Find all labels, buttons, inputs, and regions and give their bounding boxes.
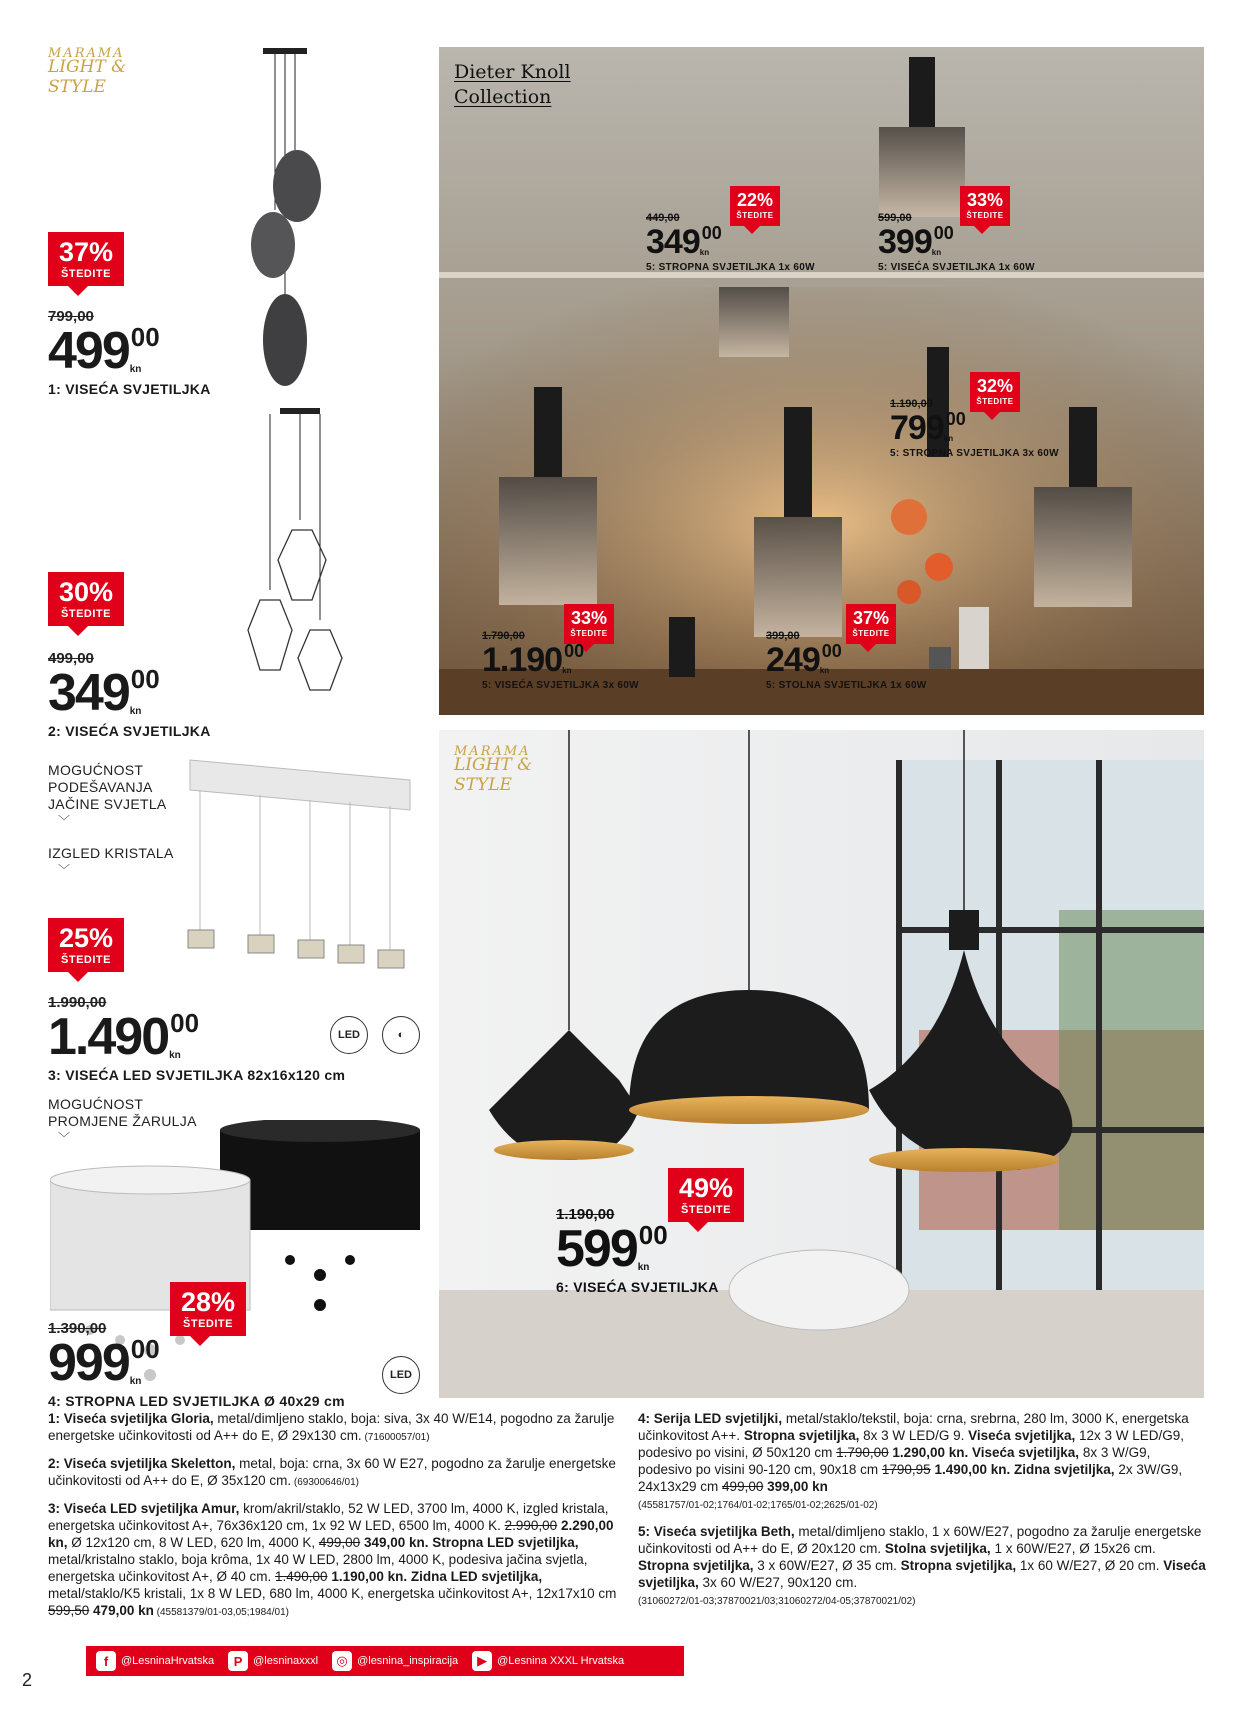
chevron-down-icon: ﹀ (58, 814, 71, 828)
new-price: 799 (890, 409, 944, 447)
spec-text: 8x 3 W/G9, podesivo po visini 90-120 cm, 90x18 cm (638, 1445, 1151, 1477)
discount-badge-3 (48, 918, 124, 972)
specs-left (48, 1410, 620, 1630)
spec-old-price: 1790,95 (881, 1462, 931, 1477)
old-price: 1.790,00 (482, 630, 525, 642)
new-price: 1.490 (48, 1008, 169, 1066)
spec-title: Stolna svjetiljka, (884, 1541, 991, 1556)
new-price: 999 (48, 1334, 129, 1392)
spec-price: 399,00 kn (763, 1479, 828, 1494)
discount-badge-1 (48, 232, 124, 286)
feature-text: PODEŠAVANJA (48, 779, 153, 795)
facebook-icon: f (96, 1651, 116, 1671)
currency: kn (562, 666, 572, 675)
specs-right (638, 1410, 1206, 1619)
feature-crystal (48, 845, 174, 879)
product-label: 6: VISEĆA SVJETILJKA (556, 1279, 719, 1295)
spec-title: 3: Viseća LED svjetiljka Amur, (48, 1501, 240, 1516)
spec-old-price: 599,50 (48, 1603, 90, 1618)
chevron-down-icon: ﹀ (58, 1131, 71, 1145)
discount-word: ŠTEDITE (852, 629, 890, 638)
spec-code: (71600057/01) (361, 1432, 430, 1443)
feature-text: IZGLED KRISTALA (48, 845, 174, 861)
led-icon: LED (330, 1016, 368, 1054)
spec-title: Stropna svjetiljka, (900, 1558, 1017, 1573)
brand-logo-line1: MARAMA (454, 744, 531, 759)
social-link-instagram[interactable] (332, 1651, 458, 1671)
brand-logo-line2: LIGHT & STYLE (454, 755, 533, 795)
discount-word: ŠTEDITE (183, 1318, 233, 1330)
spec-price: 1.490,00 kn. Zidna svjetiljka, (930, 1462, 1115, 1477)
spec-old-price: 499,00 (318, 1535, 361, 1550)
price-block-5d (482, 630, 639, 691)
spec-title: 1: Viseća svjetiljka Gloria, (48, 1411, 214, 1426)
new-price-cents: 00 (130, 322, 160, 352)
spec-title: 5: Viseća svjetiljka Beth, (638, 1524, 795, 1539)
discount-percent: 32% (976, 376, 1014, 396)
currency: kn (943, 434, 954, 443)
chevron-down-icon: ﹀ (58, 863, 71, 877)
product-label: 5: STOLNA SVJETILJKA 1x 60W (766, 680, 927, 691)
spec-item-1 (48, 1410, 620, 1446)
currency: kn (129, 1376, 142, 1387)
pinterest-icon: P (228, 1651, 248, 1671)
spec-text: Ø 12x120 cm, 8 W LED, 620 lm, 4000 K, (67, 1535, 319, 1550)
product-label: 3: VISEĆA LED SVJETILJKA 82x16x120 cm (48, 1067, 346, 1083)
spec-price: 479,00 kn (89, 1603, 154, 1618)
old-price: 1.990,00 (48, 994, 107, 1011)
discount-percent: 33% (966, 190, 1004, 210)
spec-text: metal/dimljeno staklo, 1 x 60W/E27, pogodno za žarulje energetske učinkovitosti od A++ do E, Ø 20x120 cm. (638, 1524, 1202, 1556)
collection-title (454, 60, 571, 110)
feature-text: JAČINE SVJETLA (48, 796, 167, 812)
spec-text: krom/akril/staklo, 52 W LED, 3700 lm, 4000 K, izgled kristala, energetska učinkovitost A+, 76x36x120 cm, 1x 92 W LED, 6500 lm, 4000 K. (48, 1501, 609, 1533)
old-price: 449,00 (646, 212, 680, 224)
discount-word: ŠTEDITE (681, 1204, 731, 1216)
social-handle: @lesnina_inspiracija (357, 1655, 459, 1667)
social-link-facebook[interactable] (96, 1651, 214, 1671)
spec-price: 1.290,00 kn. Viseća svjetiljka, (888, 1445, 1080, 1460)
spec-title: Viseća svjetiljka, (638, 1558, 1206, 1590)
new-price-cents: 00 (945, 409, 966, 429)
spec-text: 3x 60 W/E27, 90x120 cm. (698, 1575, 858, 1590)
spec-text: metal/staklo/tekstil, boja: crna, srebrna, 280 lm, 3000 K, energetska učinkovitost A++. (638, 1411, 1189, 1443)
new-price: 399 (878, 223, 932, 261)
price-block-6 (556, 1206, 719, 1295)
discount-word: ŠTEDITE (966, 211, 1004, 220)
social-handle: @lesninaxxxl (253, 1655, 319, 1667)
spec-item-3 (48, 1500, 620, 1621)
spec-old-price: 499,00 (722, 1479, 764, 1494)
price-block-5a (646, 212, 815, 273)
photo-beth-pendants (439, 730, 1204, 1398)
spec-item-4 (638, 1410, 1206, 1514)
spec-code: (69300646/01) (291, 1477, 359, 1488)
new-price-cents: 00 (933, 223, 954, 243)
product-label: 5: STROPNA SVJETILJKA 3x 60W (890, 448, 1059, 459)
discount-percent: 37% (58, 237, 114, 267)
new-price-cents: 00 (638, 1220, 668, 1250)
discount-percent: 30% (58, 577, 114, 607)
new-price-cents: 00 (564, 641, 585, 661)
old-price: 499,00 (48, 650, 94, 667)
product-image-gloria (235, 40, 355, 390)
product-label: 5: VISEĆA SVJETILJKA 3x 60W (482, 680, 639, 691)
spec-price: 2.290,00 kn, (48, 1518, 614, 1550)
spec-text: metal/kristalno staklo, boja krôma, 1x 40 W LED, 2800 lm, 4000 K, podesiva jačina svjetla, energetska učinkovitost A+, Ø 40 cm. (48, 1552, 588, 1584)
old-price: 399,00 (766, 630, 800, 642)
discount-word: ŠTEDITE (736, 211, 774, 220)
new-price: 349 (48, 664, 129, 722)
page-number: 2 (22, 1670, 33, 1690)
photo-dieter-knoll (439, 47, 1204, 715)
spec-price: 1.190,00 kn. Zidna LED svjetiljka, (327, 1569, 543, 1584)
brand-logo-line2: LIGHT & STYLE (48, 57, 127, 97)
social-handle: @Lesnina XXXL Hrvatska (497, 1655, 625, 1667)
discount-word: ŠTEDITE (61, 954, 111, 966)
spec-title: Viseća svjetiljka, (968, 1428, 1076, 1443)
product-image-amur (180, 740, 420, 980)
currency: kn (129, 706, 142, 717)
price-block-4 (48, 1320, 345, 1409)
spec-text: metal/staklo/K5 kristali, 1x 8 W LED, 680 lm, 4000 K, energetska učinkovitost A+, 12x17x10 cm (48, 1586, 617, 1601)
discount-word: ŠTEDITE (61, 608, 111, 620)
social-bar (86, 1646, 684, 1676)
currency: kn (169, 1050, 181, 1061)
social-link-youtube[interactable] (472, 1651, 624, 1671)
old-price: 1.190,00 (556, 1206, 615, 1223)
spec-text: 8x 3 W LED/G 9. (859, 1428, 969, 1443)
dimmer-icon: ◐ (382, 1016, 420, 1054)
spec-text: 3 x 60W/E27, Ø 35 cm. (753, 1558, 901, 1573)
price-block-1 (48, 308, 211, 397)
new-price-cents: 00 (170, 1008, 200, 1038)
new-price-cents: 00 (130, 1334, 160, 1364)
spec-code: (45581379/01-03,05;1984/01) (153, 1607, 289, 1618)
currency: kn (699, 248, 710, 257)
discount-percent: 22% (736, 190, 774, 210)
spec-code: (45581757/01-02;1764/01-02;1765/01-02;2625/01-02) (638, 1500, 878, 1511)
price-block-5e (766, 630, 927, 691)
led-icon: LED (382, 1356, 420, 1394)
new-price: 249 (766, 641, 820, 679)
discount-percent: 28% (180, 1287, 236, 1317)
spec-item-2 (48, 1455, 620, 1491)
brand-logo (48, 46, 178, 97)
discount-percent: 49% (678, 1173, 734, 1203)
instagram-icon: ◎ (332, 1651, 352, 1671)
product-label: 5: VISEĆA SVJETILJKA 1x 60W (878, 262, 1035, 273)
photo-beth-scene (439, 730, 1204, 1398)
collection-title-line1: Dieter Knoll (454, 61, 571, 83)
feature-bulbs (48, 1096, 197, 1147)
spec-price: 349,00 kn. Stropna LED svjetiljka, (360, 1535, 579, 1550)
price-block-5c (890, 398, 1059, 459)
spec-text: metal/dimljeno staklo, boja: siva, 3x 40 W/E14, pogodno za žarulje energetske učinkovitosti od A++ do E, Ø 29x130 cm. (48, 1411, 615, 1443)
new-price-cents: 00 (821, 641, 842, 661)
old-price: 799,00 (48, 308, 94, 325)
new-price-cents: 00 (701, 223, 722, 243)
feature-text: MOGUĆNOST (48, 762, 144, 778)
spec-text: 12x 3 W LED/G9, podesivo po visini, Ø 50x120 cm (638, 1428, 1185, 1460)
spec-code: (31060272/01-03;37870021/03;31060272/04-05;37870021/02) (638, 1596, 916, 1607)
feature-text: PROMJENE ŽARULJA (48, 1113, 197, 1129)
currency: kn (931, 248, 942, 257)
currency: kn (129, 364, 142, 375)
new-price: 499 (48, 322, 129, 380)
old-price: 1.390,00 (48, 1320, 107, 1337)
discount-word: ŠTEDITE (570, 629, 608, 638)
currency: kn (637, 1262, 650, 1273)
discount-percent: 37% (852, 608, 890, 628)
old-price: 599,00 (878, 212, 912, 224)
brand-logo-line1: MARAMA (48, 46, 125, 61)
product-label: 4: STROPNA LED SVJETILJKA Ø 40x29 cm (48, 1393, 345, 1409)
spec-title: Stropna svjetiljka, (638, 1558, 754, 1573)
discount-percent: 33% (570, 608, 608, 628)
old-price: 1.190,00 (890, 398, 933, 410)
spec-item-5 (638, 1523, 1206, 1610)
spec-title: 2: Viseća svjetiljka Skeletton, (48, 1456, 236, 1471)
price-block-2 (48, 650, 211, 739)
product-image-skeletton (240, 400, 360, 700)
new-price: 1.190 (482, 641, 563, 679)
currency: kn (819, 666, 830, 675)
product-label: 5: STROPNA SVJETILJKA 1x 60W (646, 262, 815, 273)
product-label: 2: VISEĆA SVJETILJKA (48, 723, 211, 739)
discount-word: ŠTEDITE (976, 397, 1014, 406)
brand-logo-photo (454, 744, 584, 795)
photo-dieter-knoll-scene (439, 47, 1204, 715)
feature-text: MOGUĆNOST (48, 1096, 144, 1112)
collection-title-line2: Collection (454, 86, 552, 108)
spec-old-price: 1.490,00 (275, 1569, 328, 1584)
discount-percent: 25% (58, 923, 114, 953)
social-link-pinterest[interactable] (228, 1651, 318, 1671)
feature-dimmable (48, 762, 167, 830)
spec-text: 2x 3W/G9, 24x13x29 cm (638, 1462, 1183, 1494)
discount-badge-2 (48, 572, 124, 626)
price-block-5b (878, 212, 1035, 273)
spec-old-price: 2.990,00 (504, 1518, 558, 1533)
spec-text: 1 x 60W/E27, Ø 15x26 cm. (990, 1541, 1156, 1556)
new-price: 599 (556, 1220, 637, 1278)
product-label: 1: VISEĆA SVJETILJKA (48, 381, 211, 397)
spec-title: 4: Serija LED svjetiljki, (638, 1411, 783, 1426)
spec-text: 1x 60 W/E27, Ø 20 cm. (1016, 1558, 1164, 1573)
spec-title: Stropna svjetiljka, (743, 1428, 860, 1443)
discount-word: ŠTEDITE (61, 268, 111, 280)
social-handle: @LesninaHrvatska (121, 1655, 215, 1667)
new-price: 349 (646, 223, 700, 261)
new-price-cents: 00 (130, 664, 160, 694)
youtube-icon: ▶ (472, 1651, 492, 1671)
price-block-3 (48, 994, 345, 1083)
spec-text: metal, boja: crna, 3x 60 W E27, pogodno za žarulje energetske učinkovitosti od A++ do E, Ø 35x120 cm. (48, 1456, 616, 1488)
spec-old-price: 1.790,00 (836, 1445, 889, 1460)
